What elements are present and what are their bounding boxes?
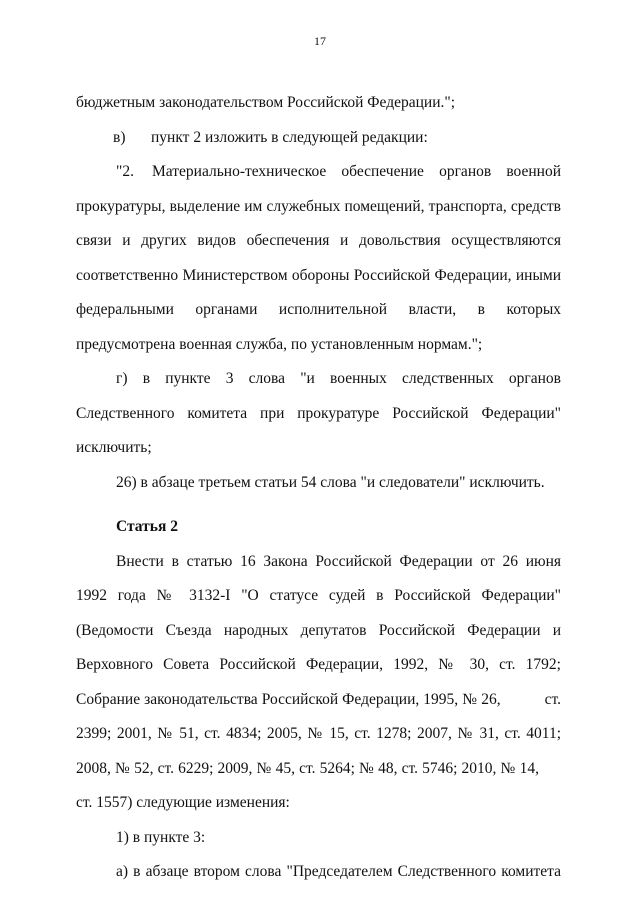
paragraph-item-v — [76, 121, 561, 156]
paragraph-quoted-point-2-first-line — [76, 155, 561, 190]
paragraph-quoted-point-2-rest: прокуратуры, выделение им служебных помещений, транспорта, средств связи и других видов обеспечения и довольствия осуществляются соответственно Министерством обороны Российской Федерации, иными федеральными органами исполнительной власти, в которых предусмотрена военная служба, по установленным нормам."; — [76, 197, 561, 353]
article-2-intro-part3: ст. 1557) следующие изменения: — [76, 794, 290, 811]
quoted-point-first-line: Материально-техническое обеспечение органов военной — [152, 163, 561, 180]
paragraph-item-1a: а) в абзаце втором слова "Председателем Следственного комитета — [116, 863, 561, 880]
article-2-heading: Статья 2 — [116, 518, 178, 535]
article-2-intro-part2: ст. 2399; 2001, № 51, ст. 4834; 2005, № 15, ст. 1278; 2007, № 31, ст. 4011; 2008, № 52, ст. 6229; 2009, № 45, ст. 5264; № 48, ст. 5746; 2010, № 14, — [76, 690, 561, 777]
paragraph-item-g: г) в пункте 3 слова "и военных следственных органов Следственного комитета при прокуратуре Российской Федерации" исключить; — [76, 370, 561, 456]
document-body — [76, 86, 561, 890]
paragraph-item-1: 1) в пункте 3: — [116, 828, 206, 846]
quoted-point-label: "2. — [116, 163, 134, 180]
article-2-intro-part1: Внести в статью 16 Закона Российской Федерации от 26 июня 1992 года № 3132-I "О статусе судей в Российской Федерации" (Ведомости Съезда народных депутатов Российской Федерации и Верховного Совета Российской Федерации, 1992, № 30, ст. 1792; Собрание законодательства Российской Федерации, 1995, № 26, — [76, 552, 561, 708]
page-number: 17 — [314, 34, 326, 48]
paragraph-item-26: 26) в абзаце третьем статьи 54 слова "и следователи" исключить. — [116, 473, 545, 491]
item-text-v: пункт 2 изложить в следующей редакции: — [151, 128, 428, 146]
paragraph-article-2-intro — [76, 545, 561, 821]
paragraph-budget-law-end: бюджетным законодательством Российской Федерации."; — [76, 94, 456, 111]
item-label-v: в) — [113, 128, 126, 146]
